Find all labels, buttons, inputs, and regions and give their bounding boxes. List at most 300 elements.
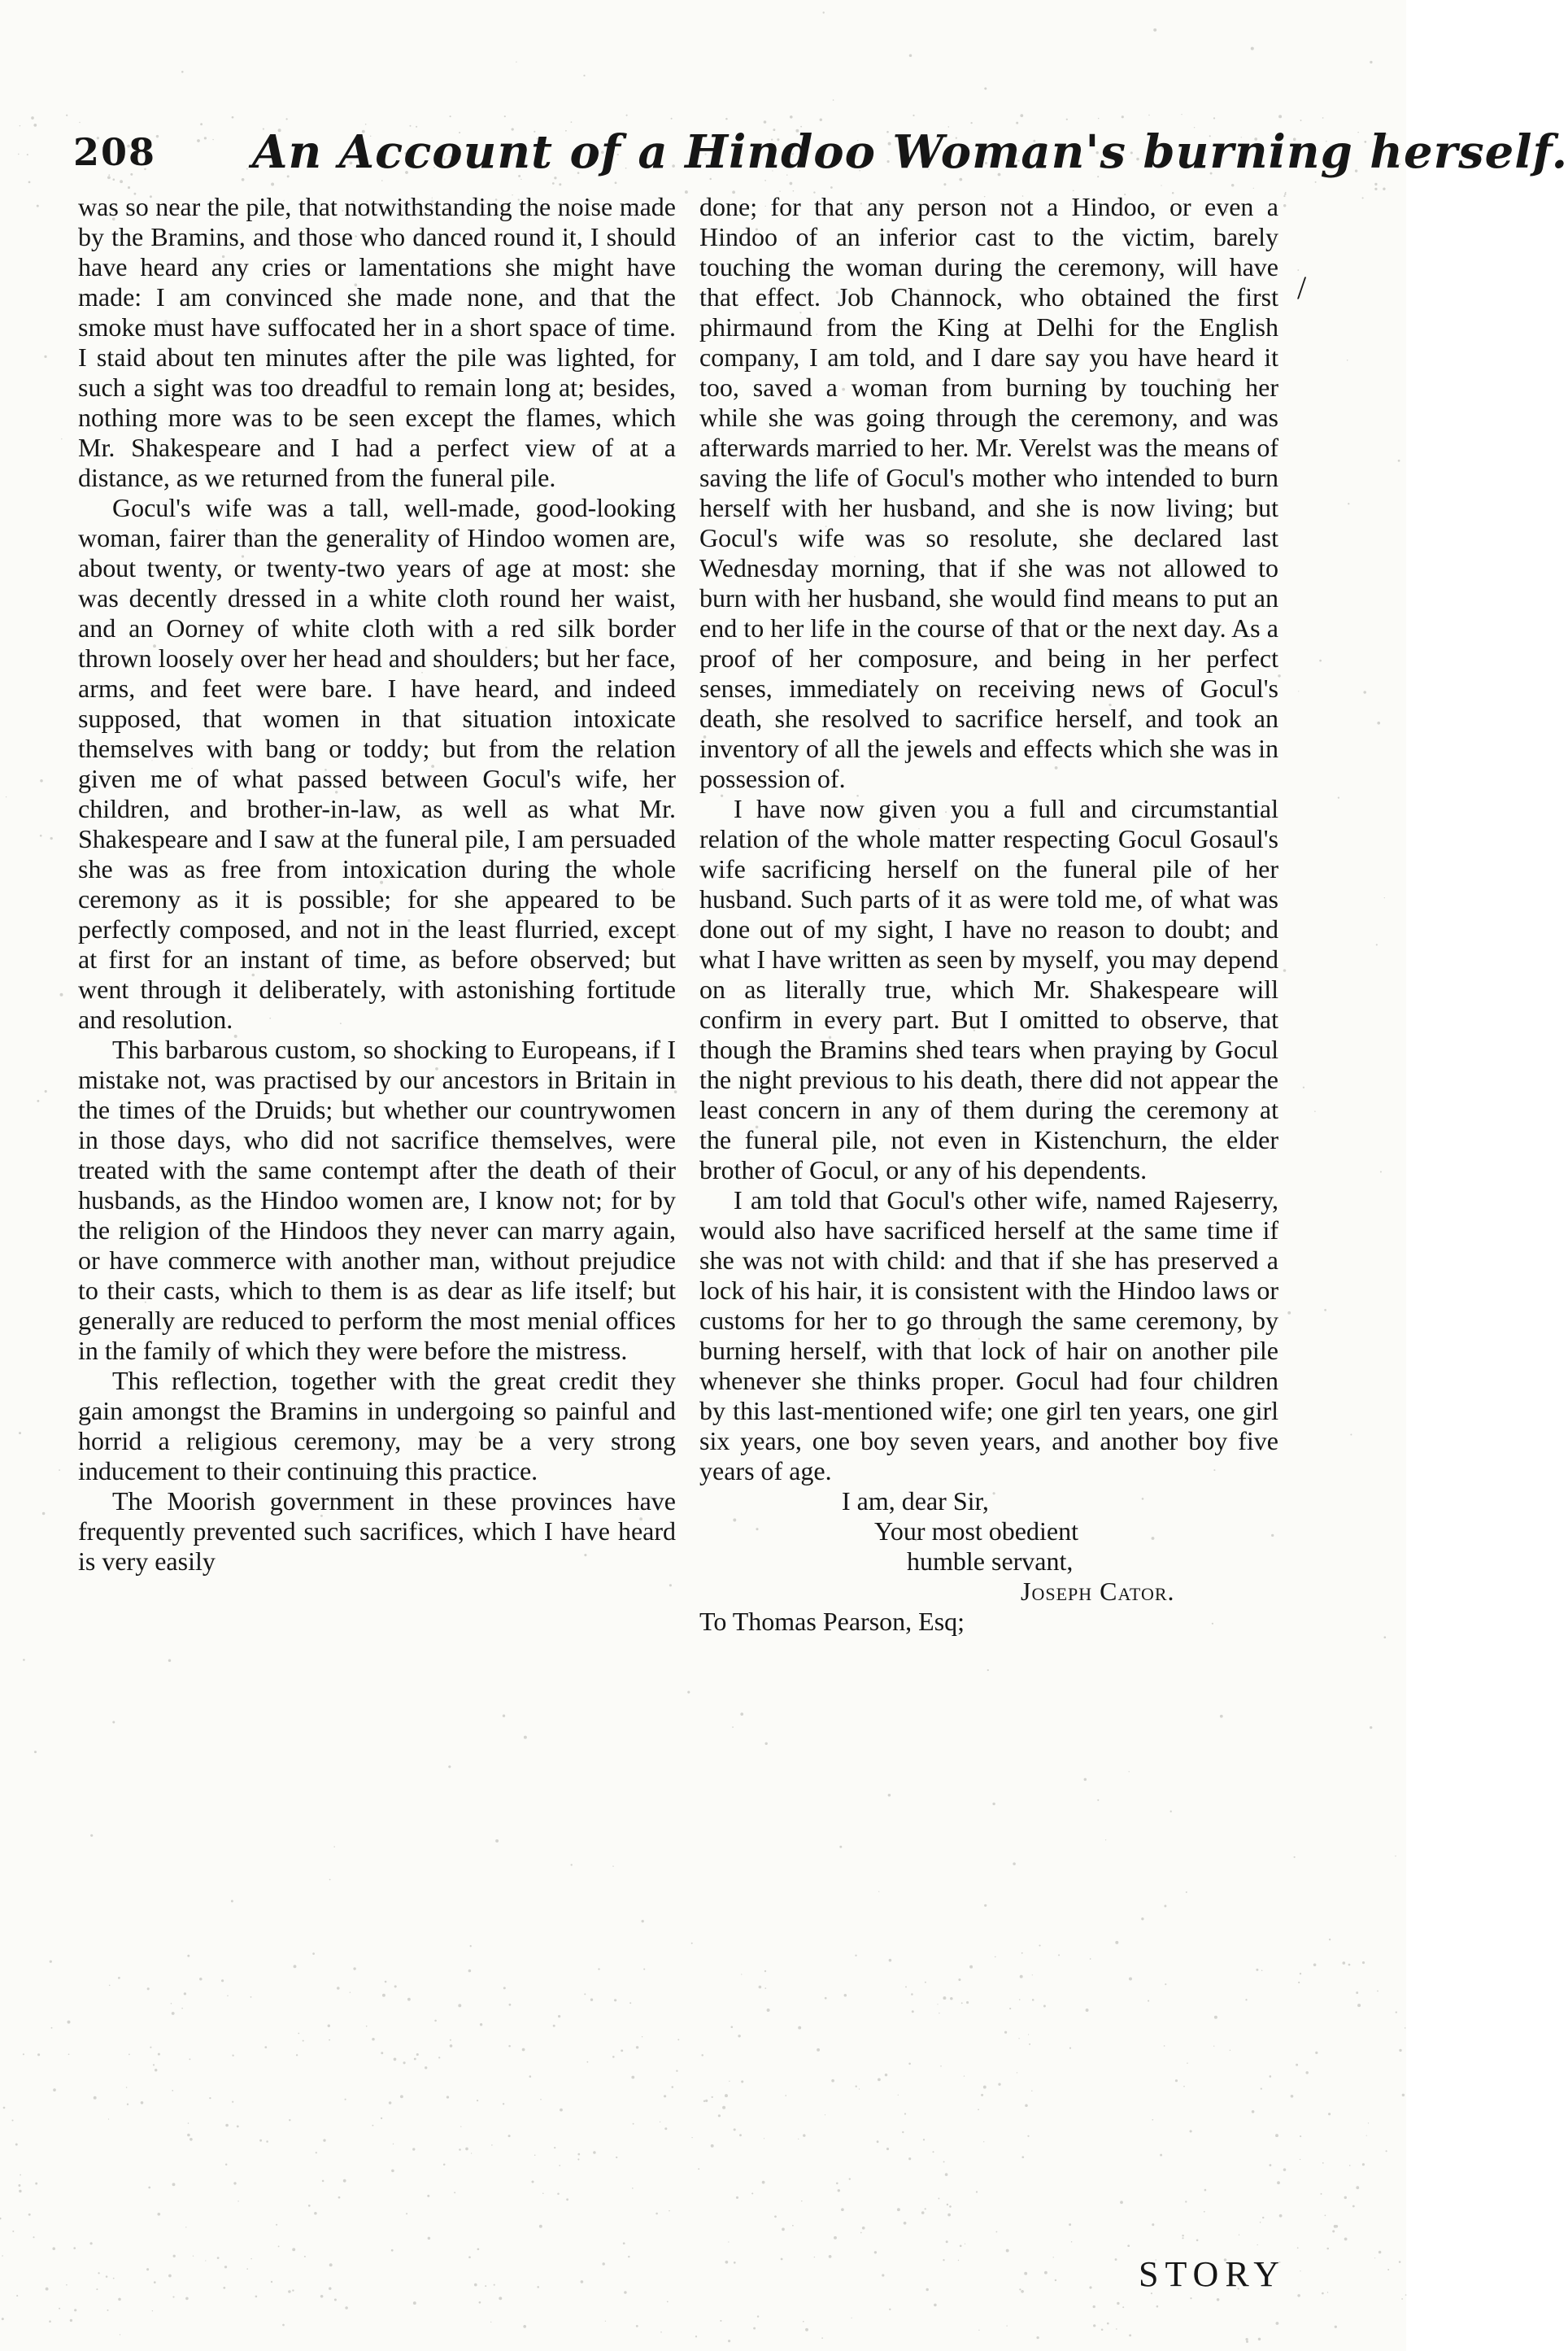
scan-speck <box>70 2319 72 2322</box>
scan-speck <box>1305 2071 1308 2074</box>
scan-speck <box>1021 2290 1024 2293</box>
scan-speck <box>882 2274 884 2276</box>
scan-speck <box>108 2118 109 2119</box>
scan-speck <box>304 2256 306 2257</box>
scan-speck <box>1334 2225 1337 2228</box>
scan-speck <box>566 2198 568 2201</box>
scan-speck <box>50 837 53 840</box>
scan-speck <box>1300 2135 1301 2137</box>
scan-speck <box>350 1992 351 1993</box>
scan-speck <box>1376 944 1378 945</box>
scan-speck <box>107 2310 109 2311</box>
scan-speck <box>1122 2306 1124 2308</box>
scan-speck <box>1324 1309 1326 1311</box>
scan-speck <box>391 2249 394 2252</box>
left-paragraph-5: The Moorish government in these provinces have frequently prevented such sacrifices, which I have heard is very easily <box>78 1486 676 1576</box>
scan-speck <box>271 183 274 186</box>
scan-speck <box>118 1977 120 1979</box>
scan-speck <box>1214 2016 1217 2019</box>
scan-speck <box>1217 2298 1219 2301</box>
scan-speck <box>753 2327 756 2330</box>
scan-speck <box>1262 2217 1264 2218</box>
scan-speck <box>667 2301 669 2303</box>
page-number: 208 <box>73 130 157 174</box>
scan-speck <box>33 124 37 127</box>
scan-speck <box>1213 2045 1214 2046</box>
scan-speck <box>1347 360 1348 361</box>
scan-speck <box>1020 1975 1023 1978</box>
scan-speck <box>1044 2271 1048 2275</box>
scan-speck <box>782 2228 785 2231</box>
scan-speck <box>89 2242 92 2244</box>
scan-speck <box>389 2101 392 2105</box>
scan-speck <box>250 1996 252 1998</box>
scan-speck <box>984 87 987 89</box>
scan-speck <box>909 54 912 57</box>
scan-speck <box>1252 2110 1255 2113</box>
scan-speck <box>740 1712 743 1716</box>
scan-speck <box>940 2065 942 2067</box>
scan-speck <box>553 2025 555 2027</box>
scan-speck <box>187 2134 190 2137</box>
scan-speck <box>1335 2326 1337 2328</box>
scan-speck <box>1086 2009 1089 2012</box>
scan-speck <box>964 2075 965 2076</box>
scan-speck <box>998 2083 1000 2086</box>
scan-speck <box>1031 2090 1032 2091</box>
scan-speck <box>12 2231 14 2232</box>
scan-speck <box>738 2035 740 2037</box>
scan-speck <box>225 2164 227 2166</box>
scan-speck <box>938 2198 939 2200</box>
scan-speck <box>981 2094 983 2096</box>
scan-speck <box>37 1100 39 1102</box>
scan-speck <box>958 1978 960 1981</box>
scan-speck <box>790 182 793 185</box>
scan-speck <box>570 1864 572 1865</box>
scan-speck <box>817 2048 820 2052</box>
scan-speck <box>288 2290 291 2293</box>
scan-speck <box>1251 47 1254 50</box>
scan-speck <box>781 2258 783 2261</box>
scan-speck <box>337 1987 340 1990</box>
scan-speck <box>503 1715 505 1717</box>
scan-speck <box>1020 114 1023 117</box>
scan-speck <box>751 2192 753 2194</box>
scan-speck <box>705 2100 708 2102</box>
scan-speck <box>90 1834 93 1837</box>
scan-speck <box>414 2058 416 2061</box>
scan-speck <box>1089 2286 1091 2288</box>
scan-speck <box>660 2331 662 2333</box>
scan-speck <box>172 2090 173 2091</box>
scan-speck <box>173 2255 176 2257</box>
scan-speck <box>504 116 506 117</box>
scan-speck <box>94 2096 97 2100</box>
closing-line-servant: humble servant, <box>907 1546 1074 1576</box>
scan-speck <box>739 2134 742 2136</box>
scan-speck <box>908 2157 911 2160</box>
scan-speck <box>50 1961 52 1963</box>
scan-speck <box>1344 2238 1348 2241</box>
scan-speck <box>798 2026 801 2030</box>
scan-speck <box>1285 192 1287 194</box>
scan-speck <box>458 2004 461 2007</box>
scan-speck <box>801 2201 803 2202</box>
scan-speck <box>983 2086 987 2089</box>
scan-speck <box>153 2064 155 2065</box>
scan-speck <box>485 2285 486 2287</box>
scan-speck <box>542 2193 544 2195</box>
scan-speck <box>172 2296 174 2298</box>
scan-speck <box>491 2144 493 2146</box>
scan-speck <box>323 2139 325 2141</box>
scan-speck <box>823 11 825 13</box>
scan-speck <box>19 1432 21 1434</box>
scan-speck <box>112 1721 115 1724</box>
scan-speck <box>1399 2049 1401 2052</box>
scan-speck <box>1141 1917 1143 1920</box>
scan-speck <box>905 1986 907 1987</box>
scan-speck <box>764 1970 766 1972</box>
scan-speck <box>559 183 561 185</box>
scan-speck <box>187 1955 189 1957</box>
scan-speck <box>1097 1799 1099 1801</box>
scan-speck <box>1291 2095 1294 2098</box>
scan-speck <box>1186 1891 1187 1893</box>
scan-speck <box>35 2183 37 2185</box>
scan-speck <box>741 2080 743 2083</box>
scan-speck <box>1275 2322 1278 2325</box>
scan-speck <box>523 2325 526 2328</box>
scan-speck <box>250 2258 251 2259</box>
scan-speck <box>1204 2189 1207 2192</box>
scan-speck <box>836 2183 838 2185</box>
scan-speck <box>1319 660 1322 662</box>
scan-speck <box>540 2099 542 2100</box>
scan-speck <box>353 1967 355 1969</box>
scan-speck <box>338 2196 341 2199</box>
scan-speck <box>2 2318 4 2320</box>
scan-speck <box>1066 119 1068 120</box>
scan-speck <box>1313 1963 1317 1966</box>
scan-speck <box>860 2232 862 2234</box>
scan-speck <box>96 2288 98 2290</box>
scan-speck <box>790 116 793 119</box>
scan-speck <box>1187 2062 1188 2064</box>
scan-speck <box>3 2107 6 2109</box>
scan-speck <box>60 993 63 997</box>
scan-speck <box>1152 2223 1154 2226</box>
scan-speck <box>394 2058 397 2061</box>
scan-speck <box>391 2170 394 2173</box>
scan-speck <box>372 2125 373 2126</box>
scan-speck <box>1283 204 1287 207</box>
scan-speck <box>672 2086 674 2088</box>
scan-speck <box>712 2096 713 2098</box>
scan-speck <box>366 2026 368 2027</box>
scan-speck <box>529 2075 531 2078</box>
scan-speck <box>227 1996 229 1997</box>
scan-speck <box>59 1469 60 1471</box>
scan-speck <box>141 2101 144 2105</box>
scan-speck <box>1073 190 1074 192</box>
scan-speck <box>329 2039 330 2041</box>
scan-speck <box>539 2225 542 2228</box>
scan-speck <box>434 2020 437 2022</box>
scan-speck <box>51 2027 53 2029</box>
letter-closing <box>699 1486 1278 1637</box>
scan-speck <box>199 1978 203 1981</box>
scan-speck <box>412 2148 415 2150</box>
scan-speck <box>381 2118 382 2119</box>
scan-speck <box>152 2310 153 2311</box>
scan-speck <box>698 2168 699 2170</box>
scan-speck <box>581 2280 584 2283</box>
scan-speck <box>1013 1862 1016 1865</box>
scan-speck <box>189 2138 193 2141</box>
scan-speck <box>1006 2325 1007 2326</box>
scan-speck <box>490 2322 491 2323</box>
scan-speck <box>614 1999 616 2001</box>
scan-speck <box>725 118 728 120</box>
scan-speck <box>1278 115 1282 118</box>
margin-mark: / <box>1297 269 1307 306</box>
scan-speck <box>44 355 46 358</box>
scan-speck <box>1315 2052 1318 2054</box>
scan-speck <box>1101 2328 1104 2331</box>
scan-speck <box>1129 1771 1130 1772</box>
scan-speck <box>61 438 62 439</box>
scan-speck <box>889 1959 892 1962</box>
scan-speck <box>711 2144 714 2148</box>
scan-speck <box>949 2205 952 2208</box>
scan-speck <box>1300 1973 1301 1974</box>
scan-speck <box>303 2040 304 2042</box>
scan-speck <box>1357 2004 1361 2007</box>
scan-speck <box>687 1691 690 1694</box>
scan-speck <box>947 2204 948 2205</box>
scan-speck <box>1182 2235 1184 2237</box>
scan-speck <box>46 2288 49 2291</box>
scan-speck <box>898 2095 899 2096</box>
scan-speck <box>1028 2034 1029 2035</box>
scan-speck <box>1322 2162 1324 2164</box>
scan-speck <box>6 796 7 797</box>
scan-speck <box>636 2325 638 2327</box>
scan-speck <box>1204 2211 1205 2213</box>
scan-speck <box>615 181 617 184</box>
scan-speck <box>855 1955 856 1956</box>
scan-speck <box>925 2208 926 2209</box>
scan-speck <box>172 2012 175 2015</box>
scan-speck <box>633 2123 634 2125</box>
scan-speck <box>1396 2011 1397 2013</box>
scan-speck <box>1398 460 1400 462</box>
scan-speck <box>923 2139 925 2140</box>
scan-speck <box>266 2140 268 2143</box>
scan-speck <box>495 1839 499 1843</box>
scan-speck <box>1297 2294 1300 2296</box>
scan-speck <box>382 1994 385 1997</box>
scan-speck <box>992 1803 995 1805</box>
scan-speck <box>554 2147 555 2148</box>
scan-speck <box>774 2215 777 2218</box>
scan-speck <box>669 1584 672 1586</box>
scan-speck <box>425 2066 427 2069</box>
scan-speck <box>691 2137 692 2138</box>
scan-speck <box>830 186 833 189</box>
scan-speck <box>221 1979 224 1982</box>
scan-speck <box>862 2227 865 2230</box>
scan-speck <box>1027 2135 1029 2137</box>
scan-speck <box>118 2298 121 2301</box>
scan-speck <box>237 2125 239 2127</box>
scan-speck <box>1185 2201 1187 2202</box>
scan-speck <box>1258 2338 1261 2340</box>
scan-speck <box>509 2004 512 2006</box>
right-paragraph-3: I am told that Gocul's other wife, named Rajeserry, would also have sacrificed herself at the same time if she was not with child: and that if she has preserved a lock of his hair, it is consistent with the Hindoo laws or customs for her to go through the same ceremony, by burning herself, with that lock of hair on another pile whenever she thinks proper. Gocul had four children by this last-mentioned wife; one girl ten years, one girl six years, one boy seven years, and another boy five years of age. <box>699 1185 1278 1485</box>
scan-speck <box>559 2165 560 2166</box>
scan-speck <box>718 2114 721 2117</box>
scan-speck <box>120 180 123 183</box>
scan-speck <box>209 2097 211 2099</box>
scan-speck <box>1256 1969 1258 1971</box>
scan-speck <box>1335 2225 1339 2228</box>
scan-speck <box>1257 2244 1258 2245</box>
scan-speck <box>1348 1964 1351 1966</box>
scan-speck <box>1303 1087 1304 1088</box>
scan-speck <box>725 2261 729 2264</box>
scan-speck <box>885 2074 887 2076</box>
scan-speck <box>904 2113 906 2114</box>
scan-speck <box>1024 2272 1027 2275</box>
scan-speck <box>612 1865 613 1866</box>
scan-speck <box>113 2278 115 2279</box>
scan-speck <box>407 1998 411 2001</box>
scan-speck <box>1283 969 1287 972</box>
scan-speck <box>443 2163 446 2166</box>
scan-speck <box>1120 2201 1123 2204</box>
scan-speck <box>171 2003 172 2004</box>
scan-speck <box>1401 2298 1403 2300</box>
scan-speck <box>232 2101 233 2103</box>
scan-speck <box>623 2242 625 2244</box>
scan-speck <box>459 2148 461 2151</box>
scan-speck <box>664 2127 667 2130</box>
left-paragraph-4: This reflection, together with the great credit they gain amongst the Bramins in undergoing so painful and horrid a religious ceremony, may be a very strong inducement to their continuing this practice. <box>78 1366 676 1485</box>
scan-speck <box>732 1726 734 1728</box>
scan-speck <box>978 2330 979 2331</box>
scan-speck <box>328 2025 330 2027</box>
left-column <box>78 192 676 1577</box>
scan-speck <box>1384 897 1385 898</box>
scan-speck <box>1370 61 1372 63</box>
scan-speck <box>1315 181 1317 183</box>
scan-speck <box>1350 1433 1352 1435</box>
scan-speck <box>987 1669 989 1671</box>
scan-speck <box>676 2070 677 2072</box>
scan-speck <box>859 2088 860 2089</box>
scan-speck <box>829 2255 832 2258</box>
scan-speck <box>20 125 21 127</box>
scan-speck <box>757 2315 759 2317</box>
scan-speck <box>1069 2048 1071 2049</box>
scan-speck <box>1090 1958 1091 1960</box>
scan-speck <box>1402 2094 1405 2096</box>
scan-speck <box>499 2296 502 2300</box>
scan-speck <box>334 2299 337 2301</box>
scan-speck <box>259 2139 262 2142</box>
scan-speck <box>168 2275 172 2278</box>
scan-speck <box>329 1879 331 1881</box>
scan-speck <box>1362 2163 1365 2166</box>
scan-speck <box>825 1997 827 2000</box>
scan-speck <box>912 2010 914 2013</box>
scan-speck <box>1298 1982 1300 1983</box>
scan-speck <box>932 2151 934 2153</box>
scan-speck <box>831 2079 834 2083</box>
scan-speck <box>728 2241 729 2242</box>
scan-speck <box>126 2087 128 2088</box>
scan-speck <box>557 2193 560 2196</box>
scan-speck <box>1098 118 1100 120</box>
scan-speck <box>1344 2196 1347 2199</box>
scan-speck <box>40 835 42 837</box>
scan-speck <box>767 2009 770 2012</box>
scan-speck <box>20 2174 21 2176</box>
scan-speck <box>1115 1941 1118 1944</box>
scan-speck <box>960 2244 962 2247</box>
scan-speck <box>11 2119 13 2121</box>
scan-speck <box>1377 722 1380 725</box>
scan-speck <box>632 2187 634 2189</box>
scan-speck <box>66 2284 68 2286</box>
scan-speck <box>728 2340 730 2342</box>
scan-speck <box>1332 2230 1335 2232</box>
scan-speck <box>912 115 914 116</box>
scan-speck <box>49 2320 51 2323</box>
scan-speck <box>98 2272 99 2274</box>
scan-speck <box>2 2255 3 2257</box>
scan-speck <box>1170 1811 1172 1812</box>
scan-speck <box>729 2081 730 2082</box>
scan-speck <box>1275 2134 1278 2137</box>
scan-speck <box>1379 2251 1382 2254</box>
scan-speck <box>28 2214 31 2216</box>
scan-speck <box>1004 2031 1007 2034</box>
scan-speck <box>590 1999 593 2001</box>
scan-speck <box>642 1920 644 1922</box>
scan-speck <box>296 2054 298 2056</box>
scan-speck <box>821 2337 823 2339</box>
scan-speck <box>1245 2338 1248 2340</box>
scan-speck <box>1374 183 1377 185</box>
scan-speck <box>450 2039 451 2041</box>
scan-speck <box>984 1904 987 1907</box>
scan-speck <box>231 1900 233 1903</box>
scan-speck <box>691 1943 693 1944</box>
scan-speck <box>314 2212 317 2215</box>
scan-speck <box>1322 117 1324 119</box>
scan-speck <box>1283 195 1285 197</box>
scan-speck <box>477 2248 480 2250</box>
scan-speck <box>803 2321 804 2323</box>
scan-speck <box>1213 117 1215 119</box>
scan-speck <box>888 1794 891 1796</box>
scan-speck <box>16 2295 18 2296</box>
scan-speck <box>1383 188 1385 190</box>
